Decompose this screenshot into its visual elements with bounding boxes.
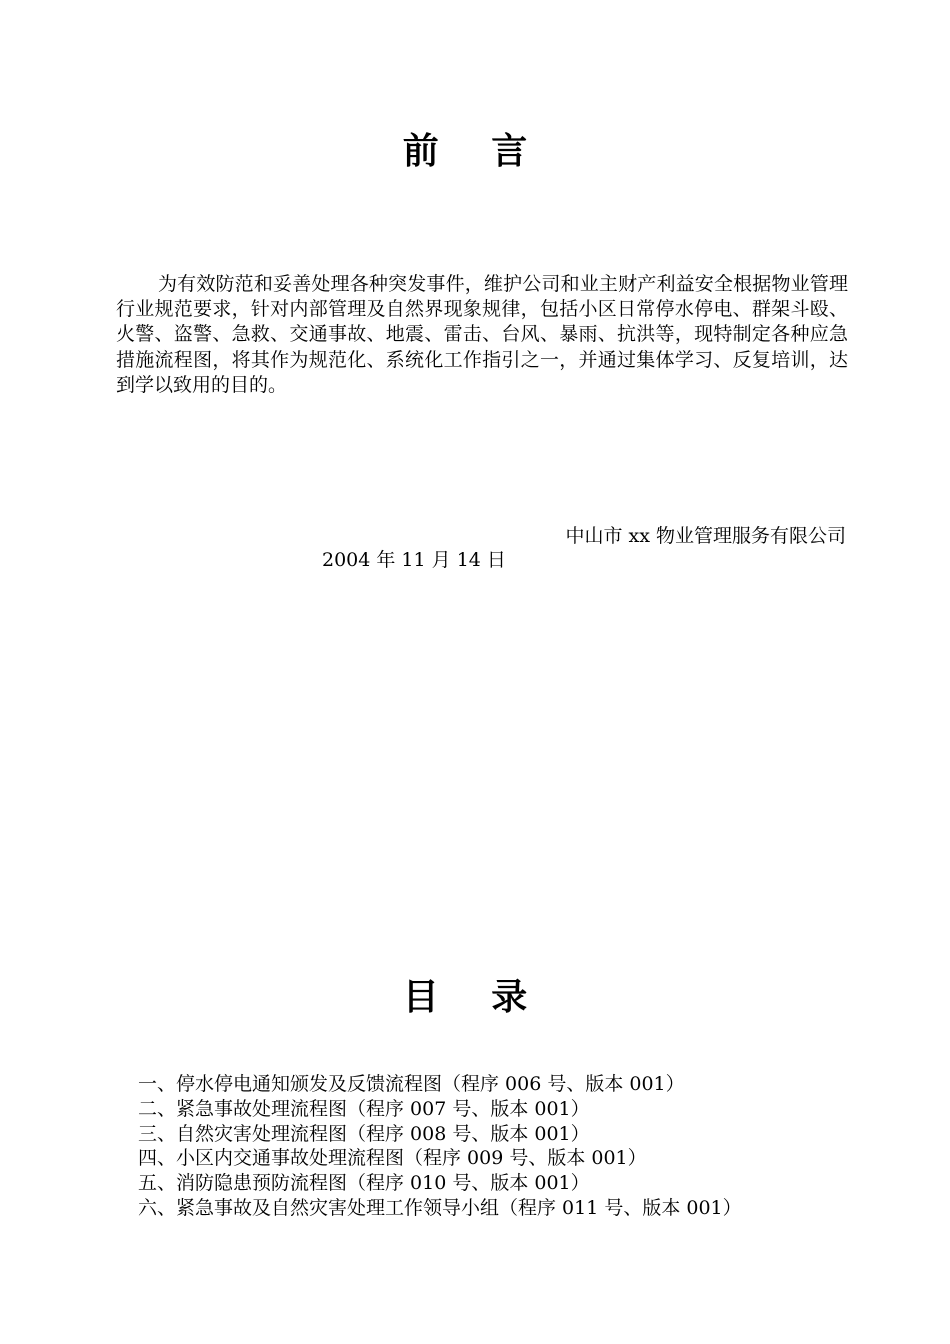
toc-item: 四、小区内交通事故处理流程图（程序 009 号、版本 001） (138, 1147, 647, 1170)
toc-list (138, 1072, 742, 1221)
preface-date: 2004 年 11 月 14 日 (322, 549, 506, 571)
toc-item: 三、自然灾害处理流程图（程序 008 号、版本 001） (138, 1122, 590, 1145)
toc-item: 五、消防隐患预防流程图（程序 010 号、版本 001） (138, 1172, 590, 1195)
preface-title: 前 言 (402, 131, 548, 172)
toc-item: 六、紧急事故及自然灾害处理工作领导小组（程序 011 号、版本 001） (138, 1196, 742, 1219)
toc-item: 一、停水停电通知颁发及反馈流程图（程序 006 号、版本 001） (138, 1073, 685, 1095)
toc-item: 二、紧急事故处理流程图（程序 007 号、版本 001） (138, 1097, 590, 1120)
toc-title: 目 录 (402, 977, 548, 1018)
company-signature: 中山市 xx 物业管理服务有限公司 (565, 525, 846, 547)
preface-body: 为有效防范和妥善处理各种突发事件，维护公司和业主财产利益安全根据物业管理行业规范要求，针对内部管理及自然界现象规律，包括小区日常停水停电、群架斗殴、火警、盗警、急救、交通事故、地震、雷击、台风、暴雨、抗洪等，现特制定各种应急措施流程图，将其作为规范化、系统化工作指引之一，并通过集体学习、反复培训，达到学以致用的目的。 (116, 273, 848, 396)
